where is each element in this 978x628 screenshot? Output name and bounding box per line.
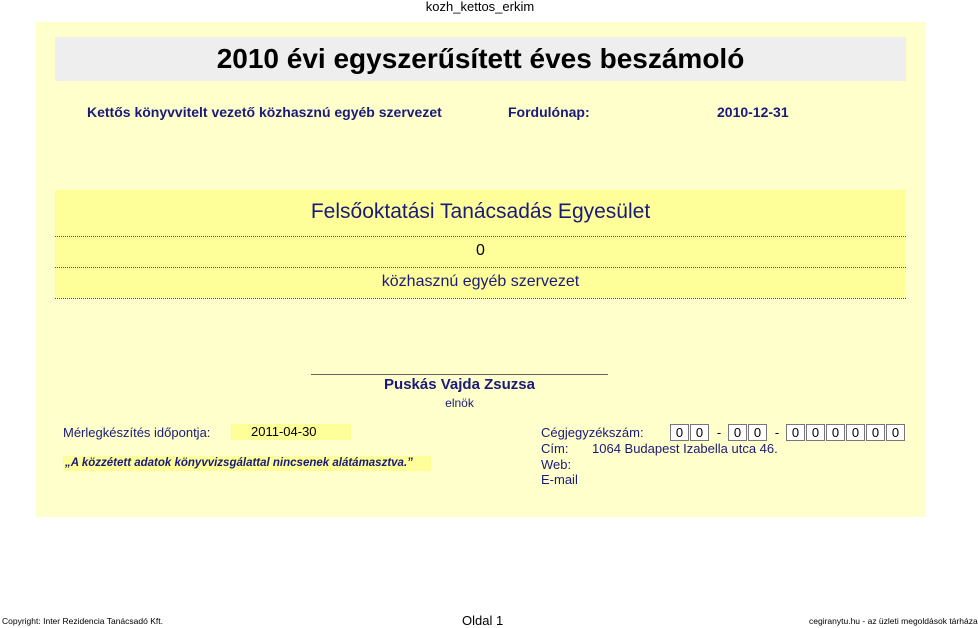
cegjegyzek-digit: 0 xyxy=(866,424,885,441)
cegjegyzek-digit: 0 xyxy=(728,424,747,441)
cegjegyzek-digit: 0 xyxy=(690,424,709,441)
divider xyxy=(55,267,906,268)
organization-kind: Kettős könyvvitelt vezető közhasznú egyéb szervezet xyxy=(87,104,442,120)
cegjegyzek-separator: - xyxy=(716,425,722,440)
cegjegyzek-digit: 0 xyxy=(748,424,767,441)
cegjegyzek-digit: 0 xyxy=(670,424,689,441)
divider xyxy=(55,236,906,237)
footer-site: cegiranytu.hu - az üzleti megoldások tárháza xyxy=(809,616,978,626)
divider xyxy=(55,298,906,299)
organization-zero-value: 0 xyxy=(476,242,485,259)
report-title: 2010 évi egyszerűsített éves beszámoló xyxy=(55,37,906,81)
cegjegyzek-digit: 0 xyxy=(786,424,805,441)
signatory-name: Puskás Vajda Zsuzsa xyxy=(384,376,535,393)
email-label: E-mail xyxy=(541,472,578,487)
fordulonap-label: Fordulónap: xyxy=(508,104,590,120)
cegjegyzek-number xyxy=(670,424,906,441)
footer-copyright: Copyright: Inter Rezidencia Tanácsadó Kft. xyxy=(2,616,163,626)
web-label: Web: xyxy=(541,457,572,472)
mk-date-value: 2011-04-30 xyxy=(231,424,351,440)
fordulonap-value: 2010-12-31 xyxy=(717,104,789,120)
sheet-name: kozh_kettos_erkim xyxy=(425,0,535,14)
cegjegyzek-digit: 0 xyxy=(826,424,845,441)
cegjegyzek-label: Cégjegyzékszám: xyxy=(541,425,644,440)
signature-line xyxy=(311,374,608,375)
cim-label: Cím: xyxy=(541,441,569,456)
cegjegyzek-digit: 0 xyxy=(846,424,865,441)
mk-date-label: Mérlegkészítés időpontja: xyxy=(63,425,211,440)
cim-value: 1064 Budapest Izabella utca 46. xyxy=(592,441,778,456)
footer-page-number: Oldal 1 xyxy=(462,613,504,628)
audit-note: „A közzétett adatok könyvvizsgálattal nincsenek alátámasztva.” xyxy=(63,456,431,471)
cegjegyzek-digit: 0 xyxy=(886,424,905,441)
cegjegyzek-digit: 0 xyxy=(806,424,825,441)
cegjegyzek-separator: - xyxy=(774,425,780,440)
signatory-role: elnök xyxy=(445,396,474,410)
organization-type: közhasznú egyéb szervezet xyxy=(381,273,580,290)
organization-name: Felsőoktatási Tanácsadás Egyesület xyxy=(310,200,651,223)
